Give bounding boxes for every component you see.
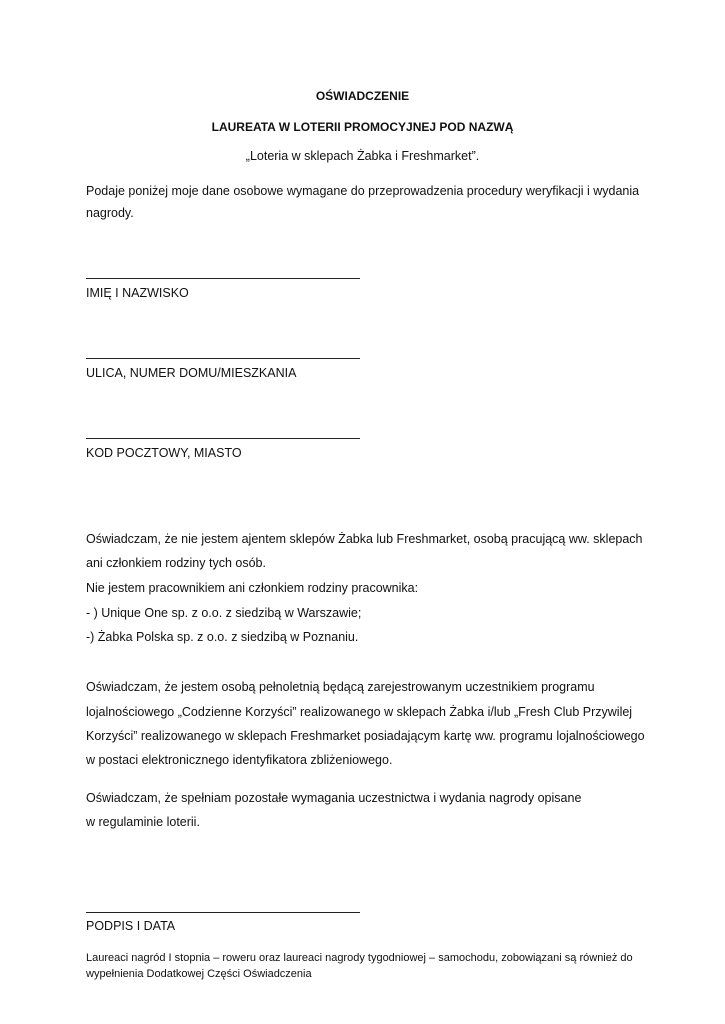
rules-declaration-line: w regulaminie loterii. <box>86 815 200 829</box>
signature-line[interactable] <box>86 912 360 913</box>
adult-declaration-line: Oświadczam, że jestem osobą pełnoletnią będącą zarejestrowanym uczestnikiem programu <box>86 680 595 694</box>
signature-label: PODPIS I DATA <box>86 919 176 933</box>
name-field-label: IMIĘ I NAZWISKO <box>86 286 189 300</box>
declaration-line: -) Żabka Polska sp. z o.o. z siedzibą w Poznaniu. <box>86 630 359 644</box>
lottery-name: „Loteria w sklepach Żabka i Freshmarket”. <box>245 149 480 163</box>
document-title: OŚWIADCZENIE <box>315 89 410 103</box>
postal-signature-line[interactable] <box>86 438 360 439</box>
declaration-line: ani członkiem rodziny tych osób. <box>86 556 266 570</box>
declaration-line: - ) Unique One sp. z o.o. z siedzibą w Warszawie; <box>86 606 362 620</box>
street-signature-line[interactable] <box>86 358 360 359</box>
footnote: Laureaci nagród I stopnia – roweru oraz laureaci nagrody tygodniowej – samochodu, zobowiązani są również do wypełnienia Dodatkowej Części Oświadczenia <box>86 952 633 980</box>
adult-declaration-line: w postaci elektronicznego identyfikatora zbliżeniowego. <box>86 753 393 767</box>
declaration-line: Oświadczam, że nie jestem ajentem sklepów Żabka lub Freshmarket, osobą pracującą ww. sklepach <box>86 532 643 546</box>
adult-declaration-line: Korzyści” realizowanego w sklepach Freshmarket posiadającym kartę ww. programu lojalnościowego <box>86 729 645 743</box>
name-signature-line[interactable] <box>86 278 360 279</box>
declaration-line: Nie jestem pracownikiem ani członkiem rodziny pracownika: <box>86 581 419 595</box>
rules-declaration-line: Oświadczam, że spełniam pozostałe wymagania uczestnictwa i wydania nagrody opisane <box>86 791 582 805</box>
street-field-label: ULICA, NUMER DOMU/MIESZKANIA <box>86 366 297 380</box>
intro-paragraph: Podaje poniżej moje dane osobowe wymagane do przeprowadzenia procedury weryfikacji i wydania nagrody. <box>86 184 640 220</box>
document-subtitle: LAUREATA W LOTERII PROMOCYJNEJ POD NAZWĄ <box>211 120 514 134</box>
postal-field-label: KOD POCZTOWY, MIASTO <box>86 446 242 460</box>
adult-declaration-line: lojalnościowego „Codzienne Korzyści” realizowanego w sklepach Żabka i/lub „Fresh Club Przywilej <box>86 705 633 719</box>
